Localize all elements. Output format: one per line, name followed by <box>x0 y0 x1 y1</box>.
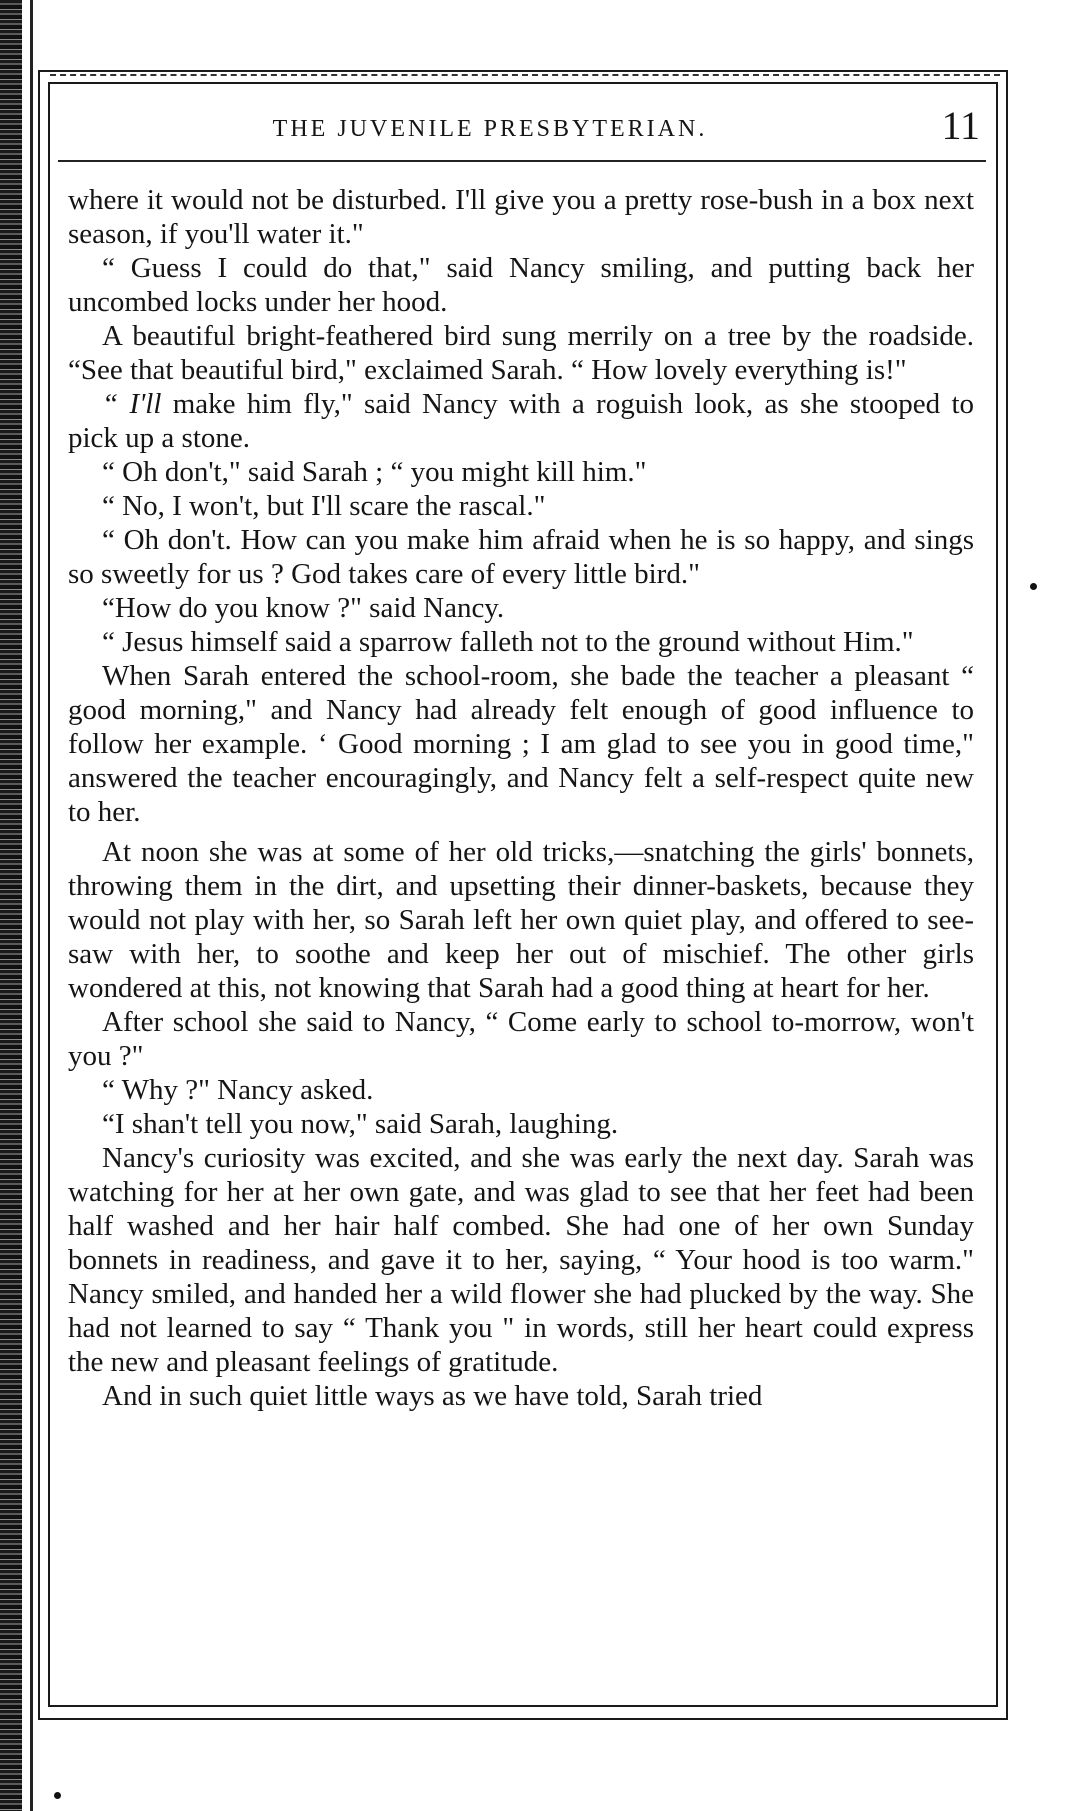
paragraph: “ Why ?" Nancy asked. <box>102 1074 374 1106</box>
paragraph: “ No, I won't, but I'll scare the rascal." <box>102 490 546 522</box>
paragraph: “ Oh don't. How can you make him afraid when he is so happy, and sings so sweetly for us ? God takes care of every little bird." <box>68 524 974 590</box>
ink-speck <box>54 1792 61 1799</box>
paragraph: “ Guess I could do that," said Nancy smiling, and putting back her uncombed locks under her hood. <box>68 252 974 318</box>
paragraph: At noon she was at some of her old tricks,—snatching the girls' bonnets, throwing them in the dirt, and upsetting their dinner-baskets, because they would not play with her, so Sarah left her own quiet play, and offered to see-saw with her, to soothe and keep her out of mischief. The other girls wondered at this, not knowing that Sarah had a good thing at heart for her. <box>68 836 974 1004</box>
paragraph: After school she said to Nancy, “ Come early to school to-morrow, won't you ?" <box>68 1006 974 1072</box>
paragraph: “ Jesus himself said a sparrow falleth not to the ground without Him." <box>102 626 914 658</box>
page-number: 11 <box>941 103 980 148</box>
paragraph: “I shan't tell you now," said Sarah, laughing. <box>102 1108 619 1140</box>
binding-rule <box>30 0 33 1811</box>
header-rule <box>58 160 986 162</box>
paragraph: “How do you know ?" said Nancy. <box>102 592 505 624</box>
page-header <box>60 96 980 156</box>
paragraph: “ I'll make him fly," said Nancy with a roguish look, as she stooped to pick up a stone. <box>68 388 974 454</box>
book-binding-edge <box>0 0 22 1811</box>
body-text <box>68 183 974 1413</box>
paragraph: Nancy's curiosity was excited, and she was early the next day. Sarah was watching for her at her own gate, and was glad to see that her feet had been half washed and her hair half combed. She had one of her own Sunday bonnets in readiness, and gave it to her, saying, “ Your hood is too warm." Nancy smiled, and handed her a wild flower she had plucked by the way. She had not learned to say “ Thank you " in words, still her heart could express the new and pleasant feelings of gratitude. <box>68 1142 974 1378</box>
paragraph: A beautiful bright-feathered bird sung merrily on a tree by the roadside. “See that beautiful bird," exclaimed Sarah. “ How lovely everything is!" <box>68 320 974 386</box>
paragraph: When Sarah entered the school-room, she bade the teacher a pleasant “ good morning," and Nancy had already felt enough of good influence to follow her example. ‘ Good morning ; I am glad to see you in good time," answered the teacher encouragingly, and Nancy felt a self-respect quite new to her. <box>68 660 974 828</box>
running-title: THE JUVENILE PRESBYTERIAN. <box>272 116 708 142</box>
emphasis: “ I'll <box>102 388 162 420</box>
paragraph: “ Oh don't," said Sarah ; “ you might kill him." <box>102 456 647 488</box>
paragraph: where it would not be disturbed. I'll give you a pretty rose-bush in a box next season, if you'll water it." <box>68 184 974 250</box>
paragraph: And in such quiet little ways as we have told, Sarah tried <box>102 1380 763 1412</box>
ink-speck <box>1030 583 1037 590</box>
